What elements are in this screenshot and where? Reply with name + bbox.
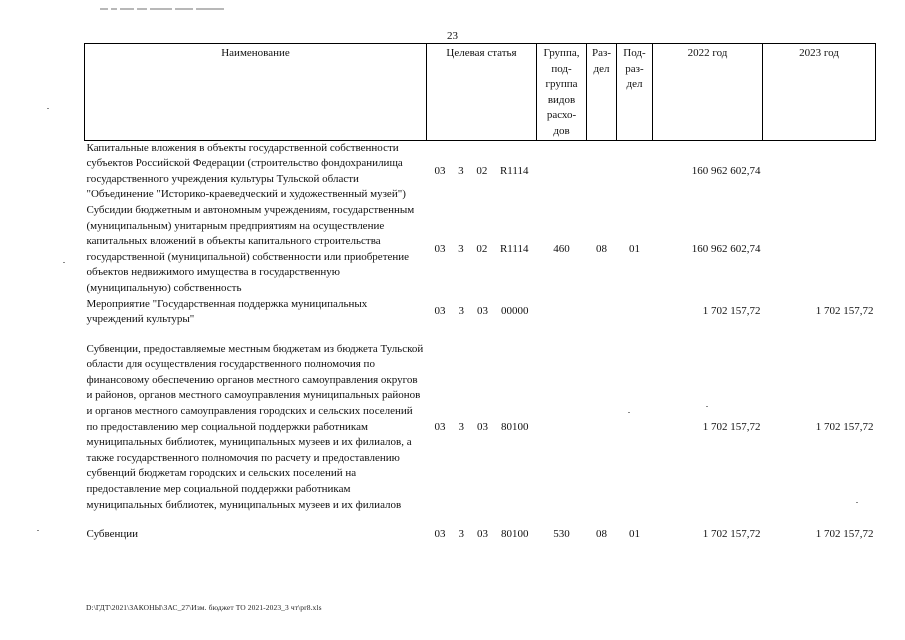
row-2022: 1 702 157,72: [702, 420, 761, 433]
row-section: [587, 140, 617, 203]
row-section: [587, 297, 617, 328]
spacer-row: [85, 513, 876, 527]
header-2023: 2023 год: [763, 44, 876, 141]
budget-table: [84, 43, 876, 543]
table-row: [85, 297, 876, 328]
header-name: Наименование: [85, 44, 427, 141]
row-group: 460: [553, 242, 570, 255]
scan-speck: [63, 262, 65, 263]
row-group: [537, 297, 587, 328]
scan-speck: [706, 406, 708, 407]
row-2023: 1 702 157,72: [815, 305, 874, 318]
table-row: [85, 140, 876, 203]
row-2023: 1 702 157,72: [815, 528, 874, 541]
spacer-row: [85, 328, 876, 342]
scan-speck: [47, 108, 49, 109]
scan-speck: [856, 502, 858, 503]
table-row: [85, 203, 876, 297]
row-target: 03 3 03 00000: [434, 305, 529, 318]
row-subsection: 01: [629, 528, 640, 541]
row-subsection: [617, 297, 653, 328]
scan-speck: [628, 412, 630, 413]
row-target: 03 3 02 R1114: [434, 242, 529, 255]
row-subsection: [617, 342, 653, 514]
row-group: [537, 140, 587, 203]
row-subsection: [617, 140, 653, 203]
table-row: [85, 527, 876, 543]
row-name: Капитальные вложения в объекты государственной собственности субъектов Российской Федерации (строительство фондохранилища государственного учреждения культуры Тульской области "Объединение "Историко-краеведческий и художественный музей"): [86, 141, 406, 201]
row-target: 03 3 03 80100: [434, 420, 529, 433]
row-target: 03 3 02 R1114: [434, 164, 529, 177]
row-target: 03 3 03 80100: [434, 528, 529, 541]
header-section: Раз-дел: [587, 44, 617, 141]
row-2022: 1 702 157,72: [702, 305, 761, 318]
row-subsection: 01: [629, 242, 640, 255]
row-section: [587, 342, 617, 514]
row-group: [537, 342, 587, 514]
row-section: 08: [596, 528, 607, 541]
header-target-article: Целевая статья: [427, 44, 537, 141]
header-2022: 2022 год: [653, 44, 763, 141]
header-row: [85, 44, 876, 141]
file-path-footer: D:\ГДТ\2021\ЗАКОНЫ\ЗАС_27\Изм. бюджет ТО 2021-2023_3 чт\pr8.xls: [86, 603, 322, 612]
row-section: 08: [596, 242, 607, 255]
page-number: 23: [447, 30, 458, 42]
header-subsection: Под-раз-дел: [617, 44, 653, 141]
row-2023: [763, 203, 876, 297]
row-name: Мероприятие "Государственная поддержка муниципальных учреждений культуры": [86, 297, 368, 326]
row-name: Субвенции: [86, 528, 139, 541]
header-group: Группа, под-группа видов расхо-дов: [537, 44, 587, 141]
faded-header-marks: [100, 8, 240, 14]
row-2023: [763, 140, 876, 203]
row-2023: 1 702 157,72: [815, 420, 874, 433]
row-2022: 1 702 157,72: [702, 528, 761, 541]
row-group: 530: [553, 528, 570, 541]
row-name: Субвенции, предоставляемые местным бюджетам из бюджета Тульской области для осуществления государственного полномочия по финансовому обеспечению органов местного самоуправления округов и районов, органов местного самоуправления муниципальных районов и органов местного самоуправления городских и сельских поселений по предоставлению мер социальной поддержки работникам муниципальных библиотек, муниципальных музеев и их филиалов, а также государственного полномочия по расчету и предоставлению субвенций бюджетам городских и сельских поселений на предоставление мер социальной поддержки работникам муниципальных библиотек, муниципальных музеев и их филиалов: [86, 342, 424, 511]
table-row: [85, 342, 876, 514]
row-2022: 160 962 602,74: [691, 164, 761, 177]
row-name: Субсидии бюджетным и автономным учреждениям, государственным (муниципальным) унитарным предприятиям на осуществление капитальных вложений в объекты капитального строительства государственной (муниципальной) собственности или приобретение объектов недвижимого имущества в государственную (муниципальную) собственность: [86, 203, 415, 294]
row-2022: 160 962 602,74: [691, 242, 761, 255]
scan-speck: [37, 530, 39, 531]
